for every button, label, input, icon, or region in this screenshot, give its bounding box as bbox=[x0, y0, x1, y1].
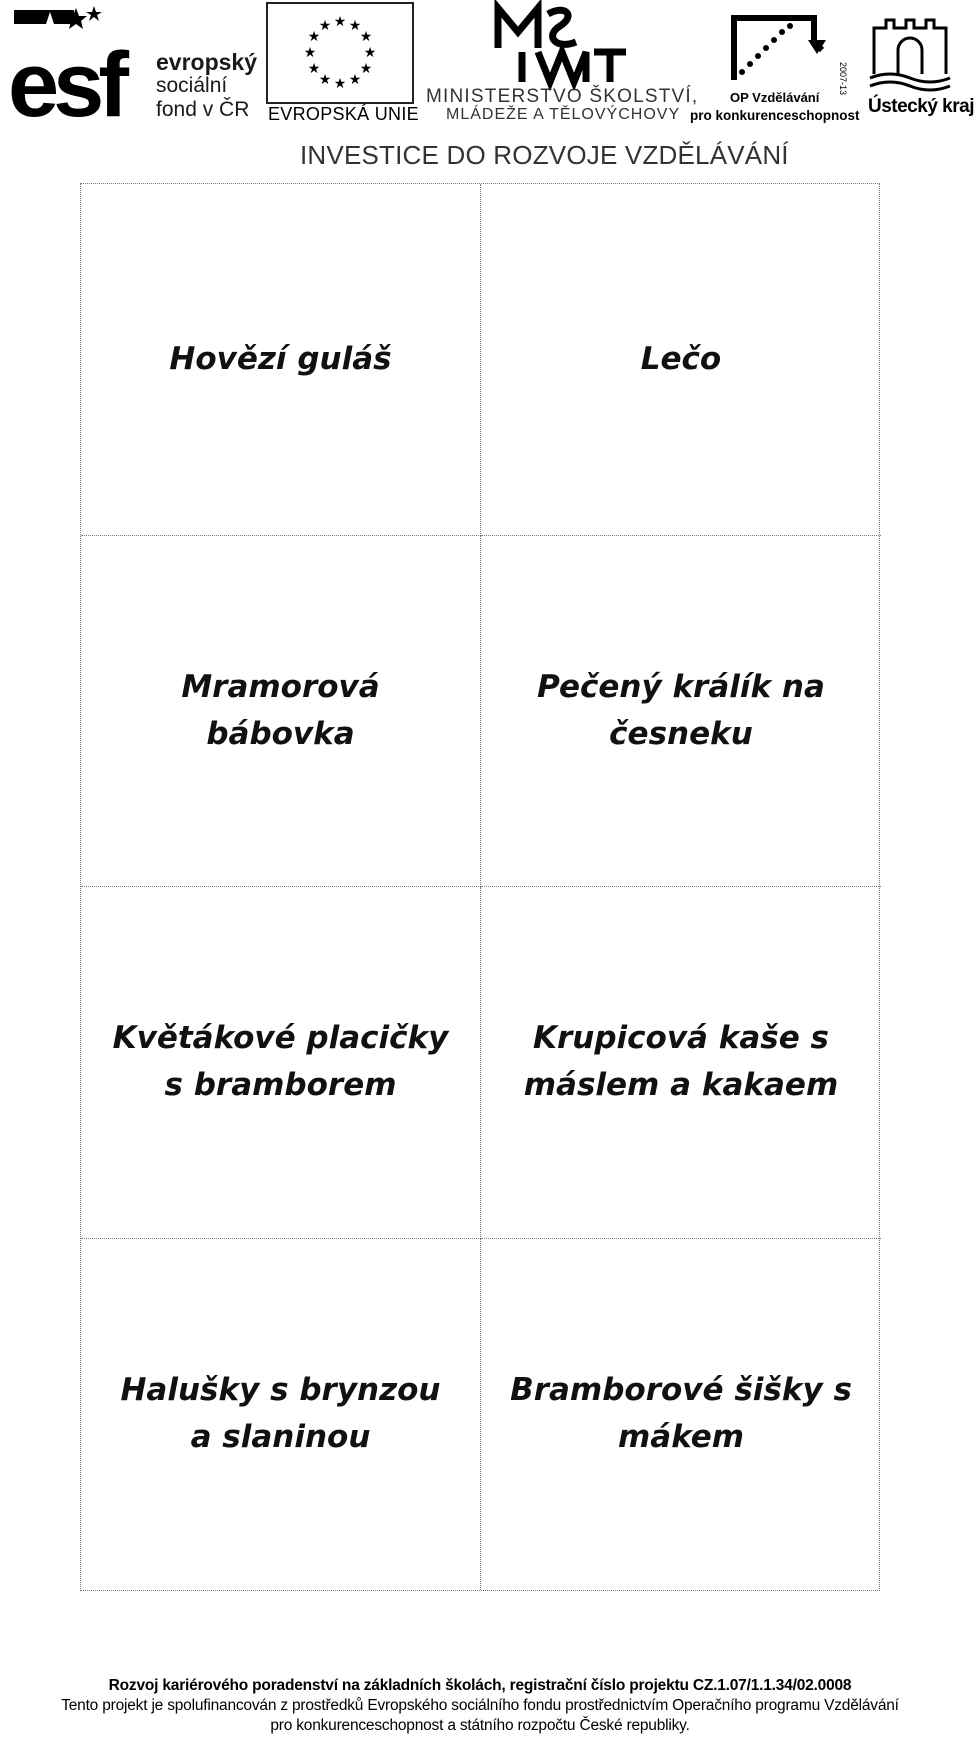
op-line1: OP Vzdělávání bbox=[730, 90, 820, 105]
footer-line1: Rozvoj kariérového poradenství na základních školách, registrační číslo projektu CZ.1.07/1.1.34/02.0008 bbox=[108, 1677, 852, 1694]
esf-line1: evropský bbox=[156, 49, 258, 75]
logo-bar bbox=[0, 0, 974, 170]
card-label: Pečený králík na česneku bbox=[537, 668, 825, 752]
card-label: Bramborové šišky s mákem bbox=[510, 1372, 852, 1456]
msmt-monogram-icon bbox=[426, 2, 684, 86]
svg-text:★: ★ bbox=[318, 18, 332, 34]
op-logo bbox=[690, 2, 860, 126]
msmt-logo bbox=[426, 2, 699, 126]
footer-line3: pro konkurenceschopnost a státního rozpočtu České republiky. bbox=[270, 1717, 690, 1734]
card bbox=[481, 887, 881, 1239]
card bbox=[481, 536, 881, 888]
card bbox=[481, 184, 881, 536]
svg-text:esf: esf bbox=[8, 34, 123, 136]
svg-text:★: ★ bbox=[303, 45, 317, 61]
svg-text:★: ★ bbox=[307, 29, 321, 45]
esf-logo bbox=[6, 4, 258, 136]
eu-logo bbox=[266, 2, 419, 126]
footer bbox=[0, 1676, 960, 1736]
op-emblem-icon bbox=[690, 2, 860, 96]
card bbox=[81, 536, 481, 888]
esf-mark-icon bbox=[6, 4, 146, 136]
card bbox=[81, 184, 481, 536]
svg-text:★: ★ bbox=[348, 72, 362, 88]
card-label: Mramorová bábovka bbox=[181, 668, 380, 752]
card bbox=[81, 1239, 481, 1591]
esf-line2: sociální bbox=[156, 74, 228, 97]
svg-text:★: ★ bbox=[348, 18, 362, 34]
tagline: INVESTICE DO ROZVOJE VZDĚLÁVÁNÍ bbox=[300, 140, 789, 170]
svg-text:★: ★ bbox=[318, 72, 332, 88]
card bbox=[481, 1239, 881, 1591]
svg-text:★: ★ bbox=[333, 76, 347, 92]
kraj-label: Ústecký kraj bbox=[868, 96, 974, 117]
card-label: Hovězí guláš bbox=[169, 340, 392, 377]
card-grid bbox=[80, 183, 880, 1591]
card-label: Lečo bbox=[640, 340, 722, 377]
card-label: Krupicová kaše s máslem a kakaem bbox=[523, 1020, 839, 1104]
esf-line3: fond v ČR bbox=[156, 98, 250, 121]
eu-stars-icon bbox=[268, 4, 412, 102]
op-line2: pro konkurenceschopnost bbox=[690, 108, 860, 123]
msmt-line2: MLÁDEŽE A TĚLOVÝCHOVY bbox=[446, 106, 681, 123]
card-label: Květákové placičky s bramborem bbox=[112, 1020, 449, 1104]
svg-text:★: ★ bbox=[359, 29, 373, 45]
svg-text:★: ★ bbox=[363, 45, 377, 61]
msmt-line1: MINISTERSTVO ŠKOLSTVÍ, bbox=[426, 86, 699, 107]
card bbox=[81, 887, 481, 1239]
eu-caption: EVROPSKÁ UNIE bbox=[268, 104, 419, 124]
svg-text:★: ★ bbox=[307, 61, 321, 77]
card-label: Halušky s brynzou a slaninou bbox=[120, 1372, 441, 1456]
op-badge: 2007-13 bbox=[838, 62, 848, 96]
svg-text:★: ★ bbox=[359, 61, 373, 77]
ustecky-kraj-logo bbox=[864, 10, 974, 126]
footer-line2: Tento projekt je spolufinancován z prostředků Evropského sociálního fondu prostřednictvím Operačního programu Vzdělávání bbox=[61, 1697, 899, 1714]
castle-crest-icon bbox=[864, 10, 956, 94]
svg-text:★: ★ bbox=[333, 14, 347, 30]
